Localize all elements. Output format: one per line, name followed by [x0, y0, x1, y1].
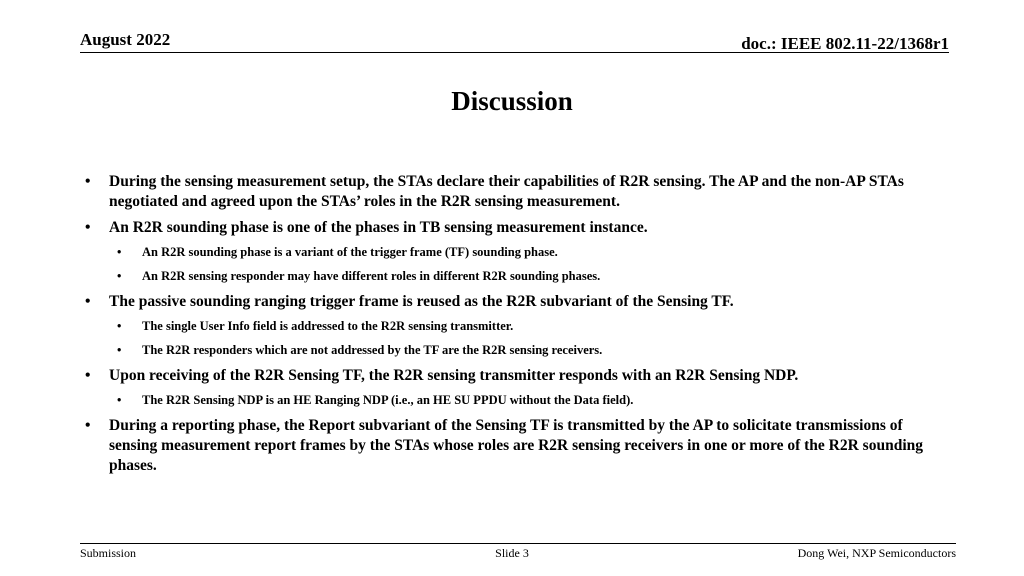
footer-slide-number: Slide 3 [495, 546, 529, 560]
sub-bullet-item [80, 392, 950, 408]
sub-bullet-text: The R2R Sensing NDP is an HE Ranging NDP (i.e., an HE SU PPDU without the Data field). [142, 393, 634, 407]
bullet-dot-icon: • [85, 173, 91, 190]
header-divider [80, 52, 949, 53]
footer-author: Dong Wei, NXP Semiconductors [797, 546, 956, 560]
bullet-text: During a reporting phase, the Report subvariant of the Sensing TF is transmitted by the AP to solicitate transmissions of sensing measurement report frames by the STAs whose roles are R2R sensing receivers in one or more of the R2R sounding phases. [109, 417, 923, 474]
sub-bullet-text: The single User Info field is addressed to the R2R sensing transmitter. [142, 319, 514, 333]
sub-bullet-text: An R2R sensing responder may have different roles in different R2R sounding phases. [142, 269, 601, 283]
sub-bullet-item [80, 342, 950, 358]
header-doc-id: doc.: IEEE 802.11-22/1368r1 [741, 34, 949, 53]
bullet-dot-icon: • [117, 393, 122, 407]
bullet-item [80, 366, 950, 386]
bullet-dot-icon: • [85, 293, 91, 310]
bullet-text: The passive sounding ranging trigger frame is reused as the R2R subvariant of the Sensing TF. [109, 293, 734, 310]
bullet-dot-icon: • [117, 343, 122, 357]
bullet-dot-icon: • [117, 319, 122, 333]
slide-body [80, 172, 950, 482]
bullet-item [80, 218, 950, 238]
bullet-dot-icon: • [117, 269, 122, 283]
header-date: August 2022 [80, 30, 171, 49]
sub-bullet-text: An R2R sounding phase is a variant of the trigger frame (TF) sounding phase. [142, 245, 558, 259]
bullet-dot-icon: • [85, 367, 91, 384]
sub-bullet-text: The R2R responders which are not addressed by the TF are the R2R sensing receivers. [142, 343, 603, 357]
slide-title: Discussion [451, 86, 573, 116]
bullet-text: An R2R sounding phase is one of the phases in TB sensing measurement instance. [109, 219, 648, 236]
bullet-dot-icon: • [117, 245, 122, 259]
sub-bullet-item [80, 244, 950, 260]
footer-divider [80, 543, 956, 544]
sub-bullet-item [80, 318, 950, 334]
bullet-text: Upon receiving of the R2R Sensing TF, the R2R sensing transmitter responds with an R2R Sensing NDP. [109, 367, 799, 384]
footer-submission: Submission [80, 546, 137, 560]
bullet-item [80, 292, 950, 312]
sub-bullet-item [80, 268, 950, 284]
bullet-item [80, 416, 950, 476]
bullet-text: During the sensing measurement setup, the STAs declare their capabilities of R2R sensing. The AP and the non-AP STAs negotiated and agreed upon the STAs’ roles in the R2R sensing measurement. [109, 173, 904, 210]
bullet-item [80, 172, 950, 212]
bullet-dot-icon: • [85, 417, 91, 434]
bullet-dot-icon: • [85, 219, 91, 236]
